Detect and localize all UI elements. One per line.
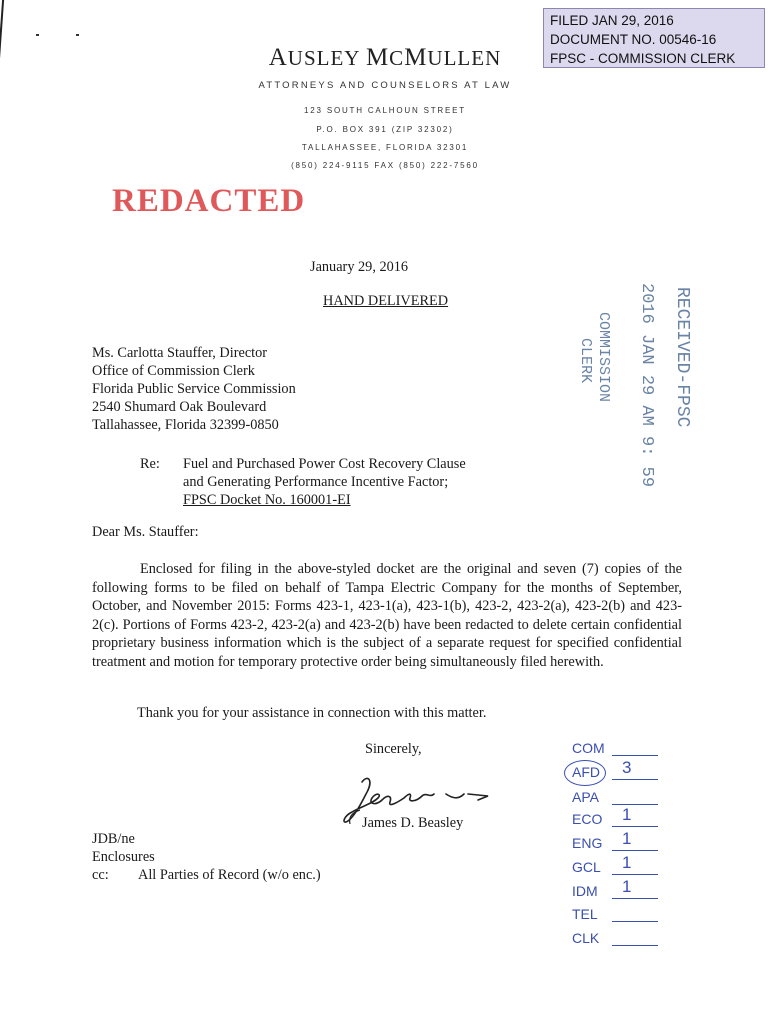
docket-number: FPSC Docket No. 160001-EI	[183, 492, 351, 508]
received-stamp-date: 2016 JAN 29 AM 9: 59	[637, 283, 656, 488]
signer-name: James D. Beasley	[362, 815, 464, 831]
routing-blank-line	[612, 874, 658, 875]
received-stamp-clerk: CLERK	[577, 338, 594, 384]
recipient-line: Office of Commission Clerk	[92, 363, 255, 379]
routing-mark: 3	[622, 758, 632, 777]
body-text: Enclosed for filing in the above-styled docket are the original and seven (7) copies of the following forms to be filed on behalf of Tampa Electric Company for the months of September, October, and November 2015: Forms 423-1, 423-1(a), 423-1(b), 423-2, 423-2(a), 423-2(b) and 423-2(c). Portions of Forms 423-2, 423-2(a) and 423-2(b) have been redacted to delete certain confidential proprietary business information which is the subject of a separate request for specified confidential treatment and motion for temporary protective order being simultaneously filed herewith.	[92, 561, 682, 670]
routing-code: COM	[572, 740, 605, 756]
typist-initials: JDB/ne	[92, 831, 135, 847]
filing-clerk: FPSC - COMMISSION CLERK	[550, 51, 736, 66]
body-paragraph	[92, 560, 682, 672]
firm-phone: (850) 224-9115 FAX (850) 222-7560	[291, 161, 479, 170]
routing-mark: 1	[622, 853, 632, 872]
closing: Sincerely,	[365, 741, 422, 757]
speck-mark	[76, 34, 79, 36]
speck-mark	[36, 34, 39, 36]
routing-blank-line	[612, 850, 658, 851]
routing-blank-line	[612, 804, 658, 805]
subject-lines	[183, 455, 466, 509]
subject-line: Fuel and Purchased Power Cost Recovery Clause	[183, 456, 466, 472]
routing-code: APA	[572, 789, 599, 805]
routing-blank-line	[612, 921, 658, 922]
letter-date: January 29, 2016	[310, 259, 409, 275]
document-number: DOCUMENT NO. 00546-16	[550, 32, 717, 47]
routing-mark: 1	[622, 805, 632, 824]
subject-line: and Generating Performance Incentive Factor;	[183, 474, 449, 490]
cc-recipients: All Parties of Record (w/o enc.)	[138, 867, 321, 883]
recipient-address	[92, 344, 296, 434]
firm-street: 123 SOUTH CALHOUN STREET	[304, 106, 466, 115]
redacted-stamp: REDACTED	[112, 183, 306, 219]
filing-date: FILED JAN 29, 2016	[550, 13, 674, 28]
firm-name: AUSLEY MCMULLEN	[268, 44, 502, 71]
enclosures-note: Enclosures	[92, 849, 155, 865]
firm-po-box: P.O. BOX 391 (ZIP 32302)	[316, 125, 454, 134]
routing-code: GCL	[572, 859, 601, 875]
routing-blank-line	[612, 779, 658, 780]
firm-tagline: ATTORNEYS AND COUNSELORS AT LAW	[258, 80, 512, 91]
routing-code: ECO	[572, 811, 603, 827]
received-stamp-label: RECEIVED-FPSC	[672, 287, 692, 428]
cc-label: cc:	[92, 867, 109, 883]
recipient-line: 2540 Shumard Oak Boulevard	[92, 399, 267, 415]
received-stamp-commission: COMMISSION	[595, 312, 612, 403]
delivery-method: HAND DELIVERED	[323, 293, 449, 309]
routing-blank-line	[612, 826, 658, 827]
routing-mark: 1	[622, 877, 632, 896]
subject-label: Re:	[140, 456, 160, 472]
routing-blank-line	[612, 755, 658, 756]
routing-mark: 1	[622, 829, 632, 848]
recipient-line: Ms. Carlotta Stauffer, Director	[92, 345, 268, 361]
routing-blank-line	[612, 945, 658, 946]
routing-code: CLK	[572, 930, 600, 946]
routing-code: AFD	[572, 764, 600, 780]
routing-code: TEL	[572, 906, 598, 922]
recipient-line: Tallahassee, Florida 32399-0850	[92, 417, 279, 433]
routing-blank-line	[612, 898, 658, 899]
recipient-line: Florida Public Service Commission	[92, 381, 296, 397]
salutation: Dear Ms. Stauffer:	[92, 524, 199, 540]
firm-city: TALLAHASSEE, FLORIDA 32301	[301, 143, 469, 152]
thanks-line: Thank you for your assistance in connection with this matter.	[137, 705, 487, 721]
routing-code: IDM	[572, 883, 598, 899]
routing-code: ENG	[572, 835, 603, 851]
